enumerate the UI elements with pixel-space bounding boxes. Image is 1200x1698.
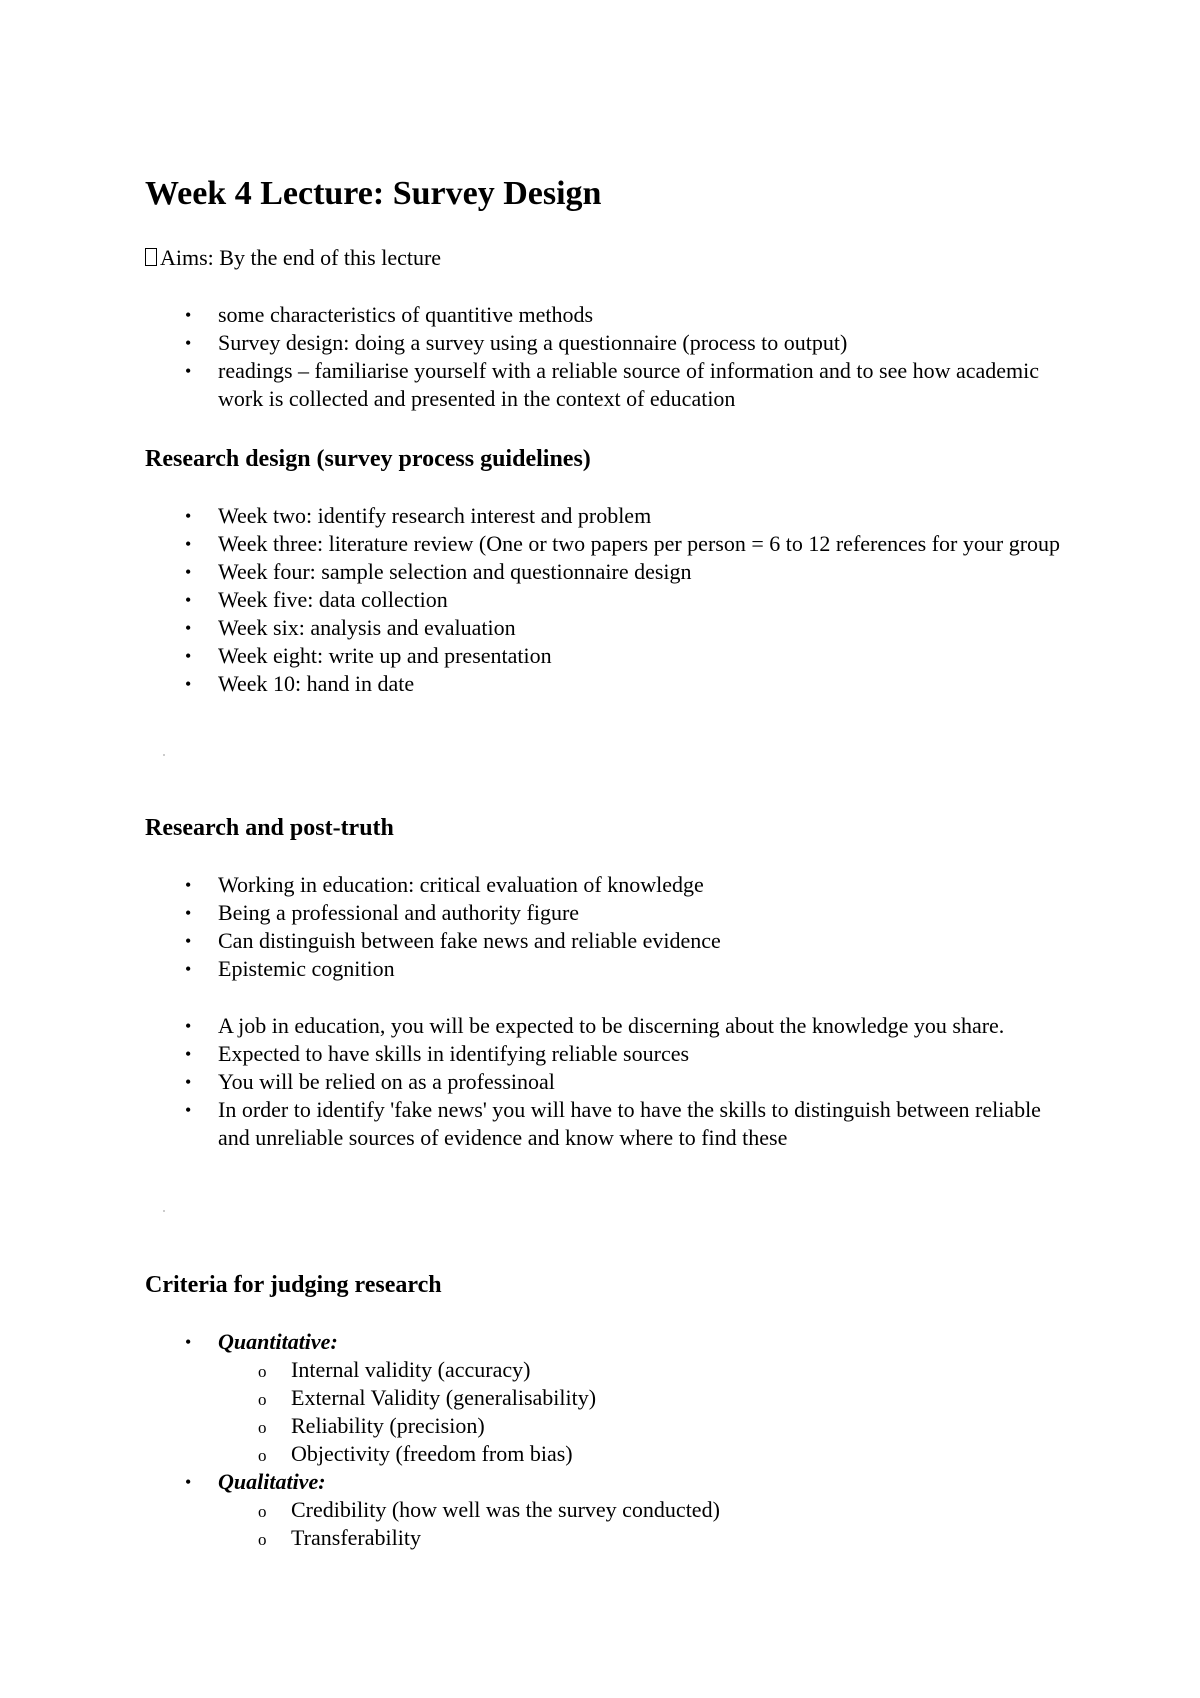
circle-bullet-icon: o (258, 1418, 267, 1437)
list-item: • Week 10: hand in date (185, 671, 415, 696)
criteria-list (185, 1328, 1065, 1552)
bullet-icon: • (185, 1332, 192, 1352)
aims-list (185, 301, 1065, 413)
sub-list-item: o Objectivity (freedom from bias) (258, 1440, 1065, 1468)
quantitative-sublist (218, 1356, 1065, 1468)
list-item: • some characteristics of quantitive methods (185, 302, 594, 327)
list-item: • Being a professional and authority figure (185, 900, 580, 925)
bullet-icon: • (185, 1072, 192, 1092)
list-item: • A job in education, you will be expected to be discerning about the knowledge you share. (185, 1013, 1005, 1038)
quantitative-label: Quantitative: (218, 1329, 338, 1354)
research-design-heading: Research design (survey process guidelines) (145, 446, 591, 472)
sub-list-item: o Credibility (how well was the survey conducted) (258, 1496, 1065, 1524)
sub-list-item: o Transferability (258, 1524, 1065, 1552)
circle-bullet-icon: o (258, 1502, 267, 1521)
stray-mark (163, 754, 165, 756)
bullet-icon: • (185, 590, 192, 610)
bullet-icon: • (185, 361, 192, 381)
list-item: • Week five: data collection (185, 587, 448, 612)
list-item: • In order to identify 'fake news' you will have to have the skills to distinguish between reliable and unreliable sources of evidence and know where to find these (185, 1097, 1041, 1150)
list-item: • Expected to have skills in identifying reliable sources (185, 1041, 690, 1066)
circle-bullet-icon: o (258, 1390, 267, 1409)
post-truth-list-a (185, 871, 1065, 983)
qualitative-sublist (218, 1496, 1065, 1552)
bullet-icon: • (185, 305, 192, 325)
bullet-icon: • (185, 1100, 192, 1120)
bullet-icon: • (185, 506, 192, 526)
missing-glyph-icon (145, 248, 157, 266)
page-title: Week 4 Lecture: Survey Design (145, 175, 602, 212)
bullet-icon: • (185, 875, 192, 895)
aims-text: Aims: By the end of this lecture (160, 245, 442, 270)
list-item: • Week eight: write up and presentation (185, 643, 552, 668)
list-item: • Can distinguish between fake news and reliable evidence (185, 928, 721, 953)
bullet-icon: • (185, 333, 192, 353)
list-item (185, 1468, 1065, 1552)
post-truth-list-b (185, 1012, 1065, 1152)
bullet-icon: • (185, 1472, 192, 1492)
bullet-icon: • (185, 534, 192, 554)
sub-list-item: o Internal validity (accuracy) (258, 1356, 1065, 1384)
bullet-icon: • (185, 1044, 192, 1064)
sub-list-item: o Reliability (precision) (258, 1412, 1065, 1440)
research-design-list (185, 502, 1065, 698)
stray-mark (163, 1210, 165, 1212)
post-truth-heading: Research and post-truth (145, 815, 394, 841)
bullet-icon: • (185, 959, 192, 979)
list-item: • Working in education: critical evaluation of knowledge (185, 872, 704, 897)
list-item: • Week four: sample selection and questionnaire design (185, 559, 692, 584)
list-item: • Epistemic cognition (185, 956, 395, 981)
list-item: • Week two: identify research interest and problem (185, 503, 652, 528)
circle-bullet-icon: o (258, 1530, 267, 1549)
circle-bullet-icon: o (258, 1446, 267, 1465)
bullet-icon: • (185, 646, 192, 666)
qualitative-label: Qualitative: (218, 1469, 326, 1494)
bullet-icon: • (185, 1016, 192, 1036)
bullet-icon: • (185, 674, 192, 694)
bullet-icon: • (185, 931, 192, 951)
list-item: • Week three: literature review (One or two papers per person = 6 to 12 references for your group (185, 531, 1061, 556)
criteria-heading: Criteria for judging research (145, 1272, 442, 1298)
list-item: • Survey design: doing a survey using a questionnaire (process to output) (185, 330, 848, 355)
bullet-icon: • (185, 562, 192, 582)
list-item (185, 1328, 1065, 1468)
circle-bullet-icon: o (258, 1362, 267, 1381)
aims-intro (145, 244, 441, 272)
list-item: • You will be relied on as a professinoal (185, 1069, 555, 1094)
list-item: • readings – familiarise yourself with a reliable source of information and to see how academic work is collected and presented in the context of education (185, 358, 1040, 411)
list-item: • Week six: analysis and evaluation (185, 615, 516, 640)
sub-list-item: o External Validity (generalisability) (258, 1384, 1065, 1412)
bullet-icon: • (185, 618, 192, 638)
bullet-icon: • (185, 903, 192, 923)
